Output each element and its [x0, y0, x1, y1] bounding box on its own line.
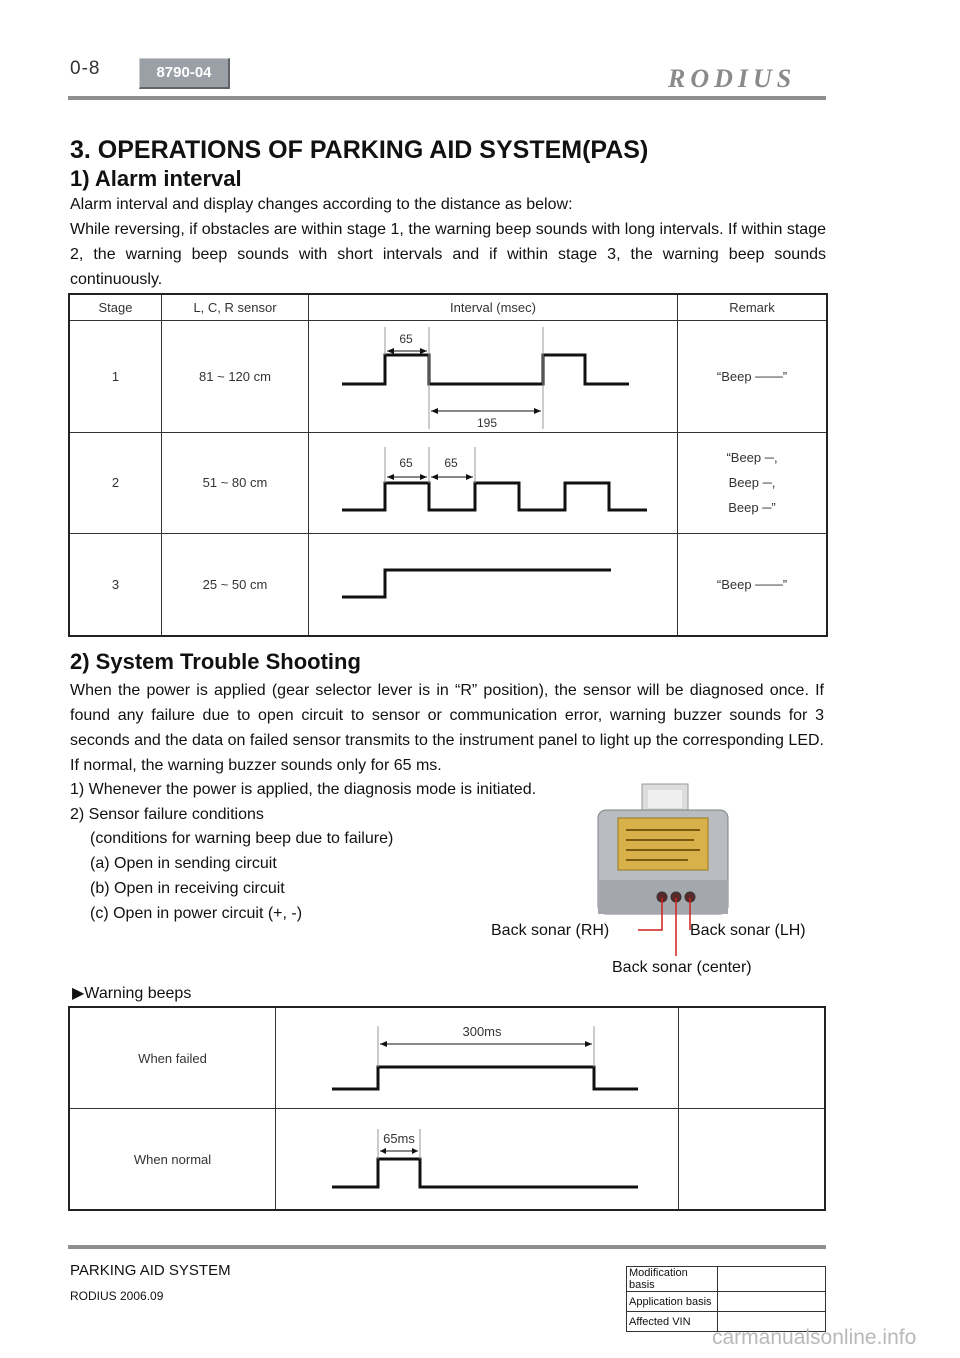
- stage-cell: 1: [69, 320, 162, 432]
- subsection-title-alarm-interval: 1) Alarm interval: [70, 166, 242, 191]
- label-back-sonar-lh: Back sonar (LH): [690, 922, 806, 939]
- remark-cell: “Beep ───”: [678, 533, 828, 636]
- alarm-intro: Alarm interval and display changes according to the distance as below:: [70, 196, 573, 213]
- dim-label-65ms: 65ms: [383, 1131, 415, 1146]
- warning-label-cell: When failed: [69, 1007, 276, 1109]
- warning-diagram-cell: [276, 1007, 679, 1109]
- sensor-range-cell: 25 ~ 50 cm: [162, 533, 309, 636]
- modification-table: [626, 1266, 826, 1332]
- dim-label-off: 65: [444, 455, 458, 470]
- interval-diagram-cell: [309, 533, 678, 636]
- remark-line: “Beep ─,: [726, 450, 778, 465]
- interval-diagram-cell: [309, 320, 678, 432]
- warning-remark-cell: [679, 1007, 826, 1109]
- label-back-sonar-rh: Back sonar (RH): [491, 922, 610, 939]
- table-row: [69, 1007, 825, 1109]
- mod-value: [718, 1292, 826, 1312]
- interval-diagram-cell: [309, 432, 678, 533]
- remark-cell: [678, 432, 828, 533]
- stage1-waveform: [309, 321, 677, 432]
- warning-beeps-title: ▶Warning beeps: [72, 985, 192, 1002]
- trouble-item-2b: (b) Open in receiving circuit: [90, 880, 285, 897]
- stage-cell: 2: [69, 432, 162, 533]
- table-row: [69, 320, 827, 432]
- trouble-item-2-note: (conditions for warning beep due to failure): [90, 830, 394, 847]
- footer-divider: [68, 1245, 826, 1249]
- normal-waveform: [276, 1109, 678, 1209]
- remark-line: Beep ─”: [728, 500, 776, 515]
- document-code-badge: 8790-04: [139, 58, 230, 89]
- label-back-sonar-center: Back sonar (center): [612, 959, 752, 976]
- mod-label: Affected VIN: [627, 1312, 718, 1332]
- mod-label: Application basis: [627, 1292, 718, 1312]
- dim-label-on: 65: [399, 455, 413, 470]
- section-title: 3. OPERATIONS OF PARKING AID SYSTEM(PAS): [70, 136, 649, 164]
- table-row: [69, 432, 827, 533]
- sensor-range-cell: 51 ~ 80 cm: [162, 432, 309, 533]
- failed-waveform: [276, 1008, 678, 1108]
- trouble-body: When the power is applied (gear selector lever is in “R” position), the sensor will be diagnosed once. If found any failure due to open circuit to sensor or communication error, warning buzzer sounds for 3 seconds and the data on failed sensor transmits to the instrument panel to light up the corresponding LED. If normal, the warning buzzer sounds only for 65 ms.: [70, 682, 824, 774]
- remark-line: Beep ─,: [728, 475, 776, 490]
- mod-value: [718, 1267, 826, 1292]
- warning-remark-cell: [679, 1109, 826, 1211]
- dim-label-300ms: 300ms: [462, 1024, 502, 1039]
- warning-diagram-cell: [276, 1109, 679, 1211]
- stage-cell: 3: [69, 533, 162, 636]
- table-row: [69, 533, 827, 636]
- trouble-item-2a: (a) Open in sending circuit: [90, 855, 277, 872]
- alarm-body: While reversing, if obstacles are within stage 1, the warning beep sounds with long intervals. If within stage 2, the warning beep sounds with short intervals and if within stage 3, the warning beep sounds continuously.: [70, 221, 826, 288]
- trouble-item-2: 2) Sensor failure conditions: [70, 806, 264, 823]
- warning-label-cell: When normal: [69, 1109, 276, 1211]
- brand-logo: RODIUS: [668, 64, 797, 93]
- warning-beeps-table: [68, 1006, 826, 1211]
- col-header-remark: Remark: [678, 294, 828, 320]
- stage3-waveform: [309, 534, 677, 635]
- watermark: carmanualsonline.info: [712, 1326, 917, 1349]
- page-number: 0-8: [70, 58, 101, 79]
- mod-label: Modification basis: [627, 1267, 718, 1292]
- col-header-sensor: L, C, R sensor: [162, 294, 309, 320]
- stage2-waveform: [309, 433, 677, 533]
- dim-label-on: 65: [399, 331, 413, 346]
- header-divider: [68, 96, 826, 100]
- table-header-row: [69, 294, 827, 320]
- remark-cell: “Beep ───”: [678, 320, 828, 432]
- trouble-item-2c: (c) Open in power circuit (+, -): [90, 905, 303, 922]
- trouble-item-1: 1) Whenever the power is applied, the diagnosis mode is initiated.: [70, 781, 537, 798]
- alarm-interval-table: [68, 293, 828, 637]
- footer-title: PARKING AID SYSTEM: [70, 1262, 231, 1279]
- footer-date: RODIUS 2006.09: [70, 1289, 164, 1303]
- table-row: [69, 1109, 825, 1211]
- col-header-interval: Interval (msec): [309, 294, 678, 320]
- subsection-title-trouble-shooting: 2) System Trouble Shooting: [70, 649, 361, 674]
- table-row: [627, 1292, 826, 1312]
- dim-label-off: 195: [476, 415, 498, 430]
- table-row: [627, 1267, 826, 1292]
- col-header-stage: Stage: [69, 294, 162, 320]
- sensor-range-cell: 81 ~ 120 cm: [162, 320, 309, 432]
